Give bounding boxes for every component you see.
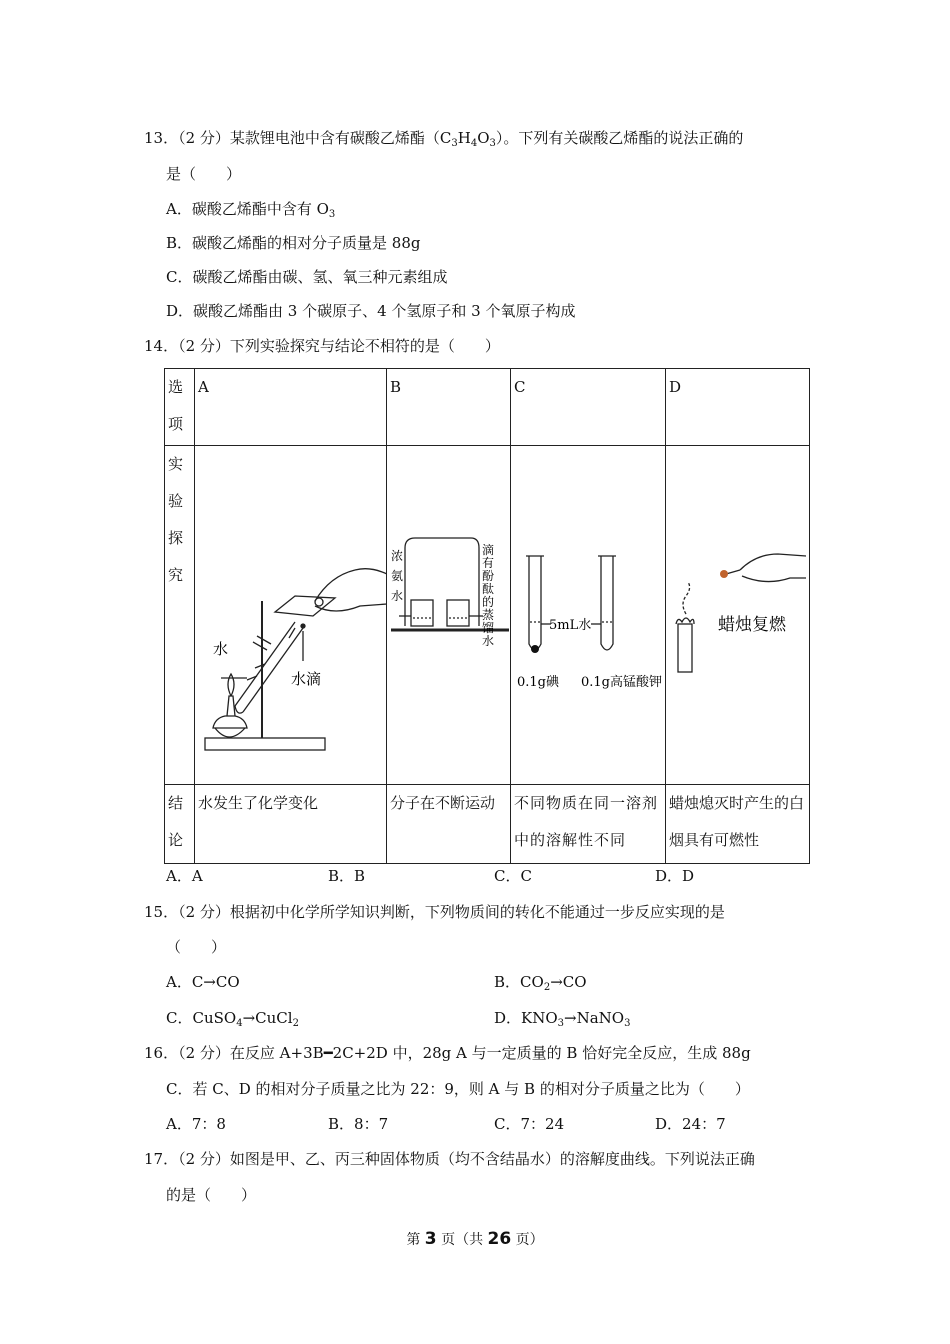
fig-c-iodine-label: 0.1g碘: [517, 675, 559, 690]
fig-b-left-label: 浓氨水: [391, 549, 404, 603]
q14-answer-d: D．D: [655, 867, 695, 885]
q15-option-c: C．CuSO$_4$→CuCl$_2$: [166, 1009, 299, 1029]
q13-option-a: A．碳酸乙烯酯中含有 $O_3$: [166, 200, 336, 220]
q15-option-d: D．$KNO_3\to NaNO_3$: [494, 1009, 631, 1029]
header-a: A: [195, 369, 387, 446]
fig-c-water-label: 5mL水: [549, 618, 592, 633]
q15-paren: （ ）: [166, 938, 227, 956]
q17-stem-line2: 的是（ ）: [166, 1186, 257, 1204]
header-b: B: [387, 369, 511, 446]
conclusion-b: 分子在不断运动: [387, 785, 511, 864]
fig-a-water-label: 水: [213, 640, 229, 658]
fig-b-right-label: 滴有酚酞的蒸馏水: [482, 543, 495, 648]
q14-answer-c: C．C: [494, 867, 532, 885]
q16-option-a: A．7：8: [166, 1115, 226, 1133]
figure-a-heating-water: [195, 446, 387, 785]
conclusion-a: 水发生了化学变化: [195, 785, 387, 864]
current-page: 3: [424, 1229, 437, 1249]
q15-option-b: B．$CO_2\to CO$: [494, 973, 587, 993]
q16-option-b: B．8：7: [328, 1115, 389, 1133]
row-label-conclusion: 结论: [165, 785, 195, 864]
header-c: C: [511, 369, 666, 446]
header-d: D: [666, 369, 810, 446]
row-label-option: 选项: [165, 369, 195, 446]
q16-stem-line1: 16．（2 分）在反应 A+3B━2C+2D 中，28g A 与一定质量的 B 恰好完全反应，生成 88g: [144, 1044, 751, 1062]
q14-table: [164, 368, 810, 864]
figure-c-solubility: [511, 446, 666, 785]
q14-answer-b: B．B: [328, 867, 366, 885]
q15-stem: 15．（2 分）根据初中化学所学知识判断，下列物质间的转化不能通过一步反应实现的是: [144, 903, 725, 921]
figure-d-candle: [666, 446, 810, 785]
q13-option-b: B．碳酸乙烯酯的相对分子质量是 88g: [166, 234, 421, 252]
q14-stem: 14．（2 分）下列实验探究与结论不相符的是（ ）: [144, 337, 500, 355]
figure-b-ammonia-diffusion: [387, 446, 511, 785]
total-pages: 26: [487, 1229, 512, 1249]
q13-stem-line1: 13．（2 分）某款锂电池中含有碳酸乙烯酯$(C_3H_4O_3)$。下列有关碳酸乙烯酯的说法正确的: [144, 129, 744, 149]
q13-stem-line2: 是（ ）: [166, 165, 242, 183]
q15-option-a: A．C→CO: [166, 973, 240, 991]
fig-a-drop-label: 水滴: [291, 670, 322, 688]
row-label-experiment: 实验探究: [165, 446, 195, 785]
q16-option-d: D．24：7: [655, 1115, 726, 1133]
q14-answer-a: A．A: [166, 867, 203, 885]
fig-d-label: 蜡烛复燃: [718, 615, 786, 635]
q17-stem-line1: 17．（2 分）如图是甲、乙、丙三种固体物质（均不含结晶水）的溶解度曲线。下列说法正确: [144, 1150, 755, 1168]
q16-stem-line2: C．若 C、D 的相对分子质量之比为 22：9，则 A 与 B 的相对分子质量之比为（ ）: [166, 1080, 750, 1098]
conclusion-c: 不同物质在同一溶剂中的溶解性不同: [511, 785, 666, 864]
q13-option-c: C．碳酸乙烯酯由碳、氢、氧三种元素组成: [166, 268, 448, 286]
conclusion-d: 蜡烛熄灭时产生的白烟具有可燃性: [666, 785, 810, 864]
q16-option-c: C．7：24: [494, 1115, 565, 1133]
q13-option-d: D．碳酸乙烯酯由 3 个碳原子、4 个氢原子和 3 个氧原子构成: [166, 302, 576, 320]
page-footer: 第 3 页（共 26 页）: [406, 1229, 544, 1249]
fig-c-kmno4-label: 0.1g高锰酸钾: [581, 675, 662, 690]
